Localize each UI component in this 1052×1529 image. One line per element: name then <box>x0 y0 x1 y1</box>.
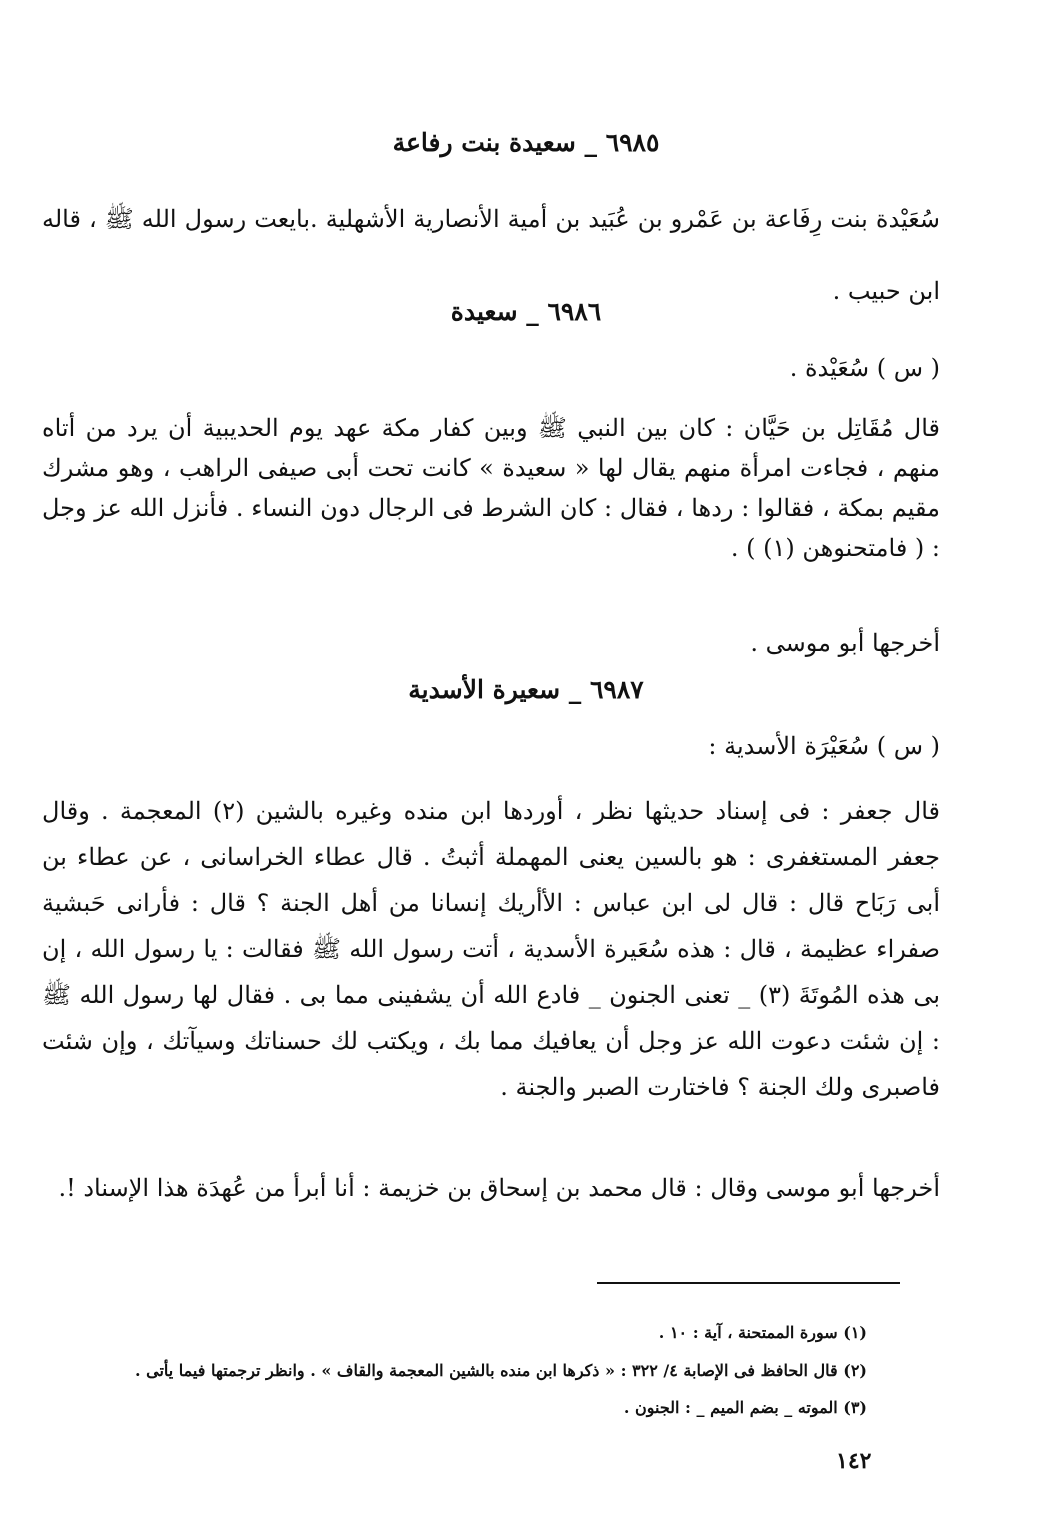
entry-source-6987: أخرجها أبو موسى وقال : قال محمد بن إسحاق بن خزيمة : أنا أبرأ من عُهدَة هذا الإسناد !. <box>58 1174 940 1202</box>
entry-heading-6987: ٦٩٨٧ _ سعيرة الأسدية <box>408 675 644 704</box>
page-number: ١٤٢ <box>836 1448 872 1474</box>
entry-body-6987: قال جعفر : فى إسناد حديثها نظر ، أوردها ابن منده وغيره بالشين (٢) المعجمة . وقال جعفر المستغفرى : هو بالسين يعنى المهملة أثبتُ . قال عطاء الخراسانى ، عن عطاء بن أبى رَبَاح قال : قال لى ابن عباس : الأأريك إنسانا من أهل الجنة ؟ قال : فأرانى حَبشية صفراء عظيمة ، قال : هذه سُعَيرة الأسدية ، أتت رسول الله ﷺ فقالت : يا رسول الله ، إن بى هذه المُوتَةَ (٣) _ تعنى الجنون _ فادع الله أن يشفينى مما بى . فقال لها رسول الله ﷺ : إن شئت دعوت الله عز وجل أن يعافيك مما بك ، ويكتب لك حسناتك وسيآتك ، وإن شئت فاصبرى ولك الجنة ؟ فاختارت الصبر والجنة . <box>42 797 941 1101</box>
entry-body-6985: سُعَيْدة بنت رِفَاعة بن عَمْرو بن عُبَيد بن أمية الأنصارية الأشهلية .بايعت رسول الله ﷺ ، قاله ابن حبيب . <box>42 205 940 305</box>
entry-heading-6986: ٦٩٨٦ _ سعيدة <box>450 297 602 326</box>
entry-source-6986: أخرجها أبو موسى . <box>750 629 940 657</box>
footnote-3: (٣) الموته _ بضم الميم _ : الجنون . <box>623 1398 867 1417</box>
footnote-1: (١) سورة الممتحنة ، آية : ١٠ . <box>658 1323 867 1342</box>
entry-intro-6987: ( س ) سُعَيْرَة الأسدية : <box>708 732 940 760</box>
entry-heading-6985: ٦٩٨٥ _ سعيدة بنت رفاعة <box>392 128 660 157</box>
footnote-2: (٢) قال الحافظ فى الإصابة ٤/ ٣٢٢ : « ذكرها ابن منده بالشين المعجمة والقاف » . وانظر ترجمتها فيما يأتى . <box>134 1361 867 1380</box>
footnote-divider <box>597 1282 900 1284</box>
entry-intro-6986: ( س ) سُعَيْدة . <box>789 354 940 382</box>
entry-body-6986: قال مُقَاتِل بن حَيَّان : كان بين النبي ﷺ وبين كفار مكة عهد يوم الحديبية أن يرد من أتاه منهم ، فجاءت امرأة منهم يقال لها « سعيدة » كانت تحت أبى صيفى الراهب ، وهو مشرك مقيم بمكة ، فقالوا : ردها ، فقال : كان الشرط فى الرجال دون النساء . فأنزل الله عز وجل : ( فامتحنوهن (١) ) . <box>42 414 941 562</box>
